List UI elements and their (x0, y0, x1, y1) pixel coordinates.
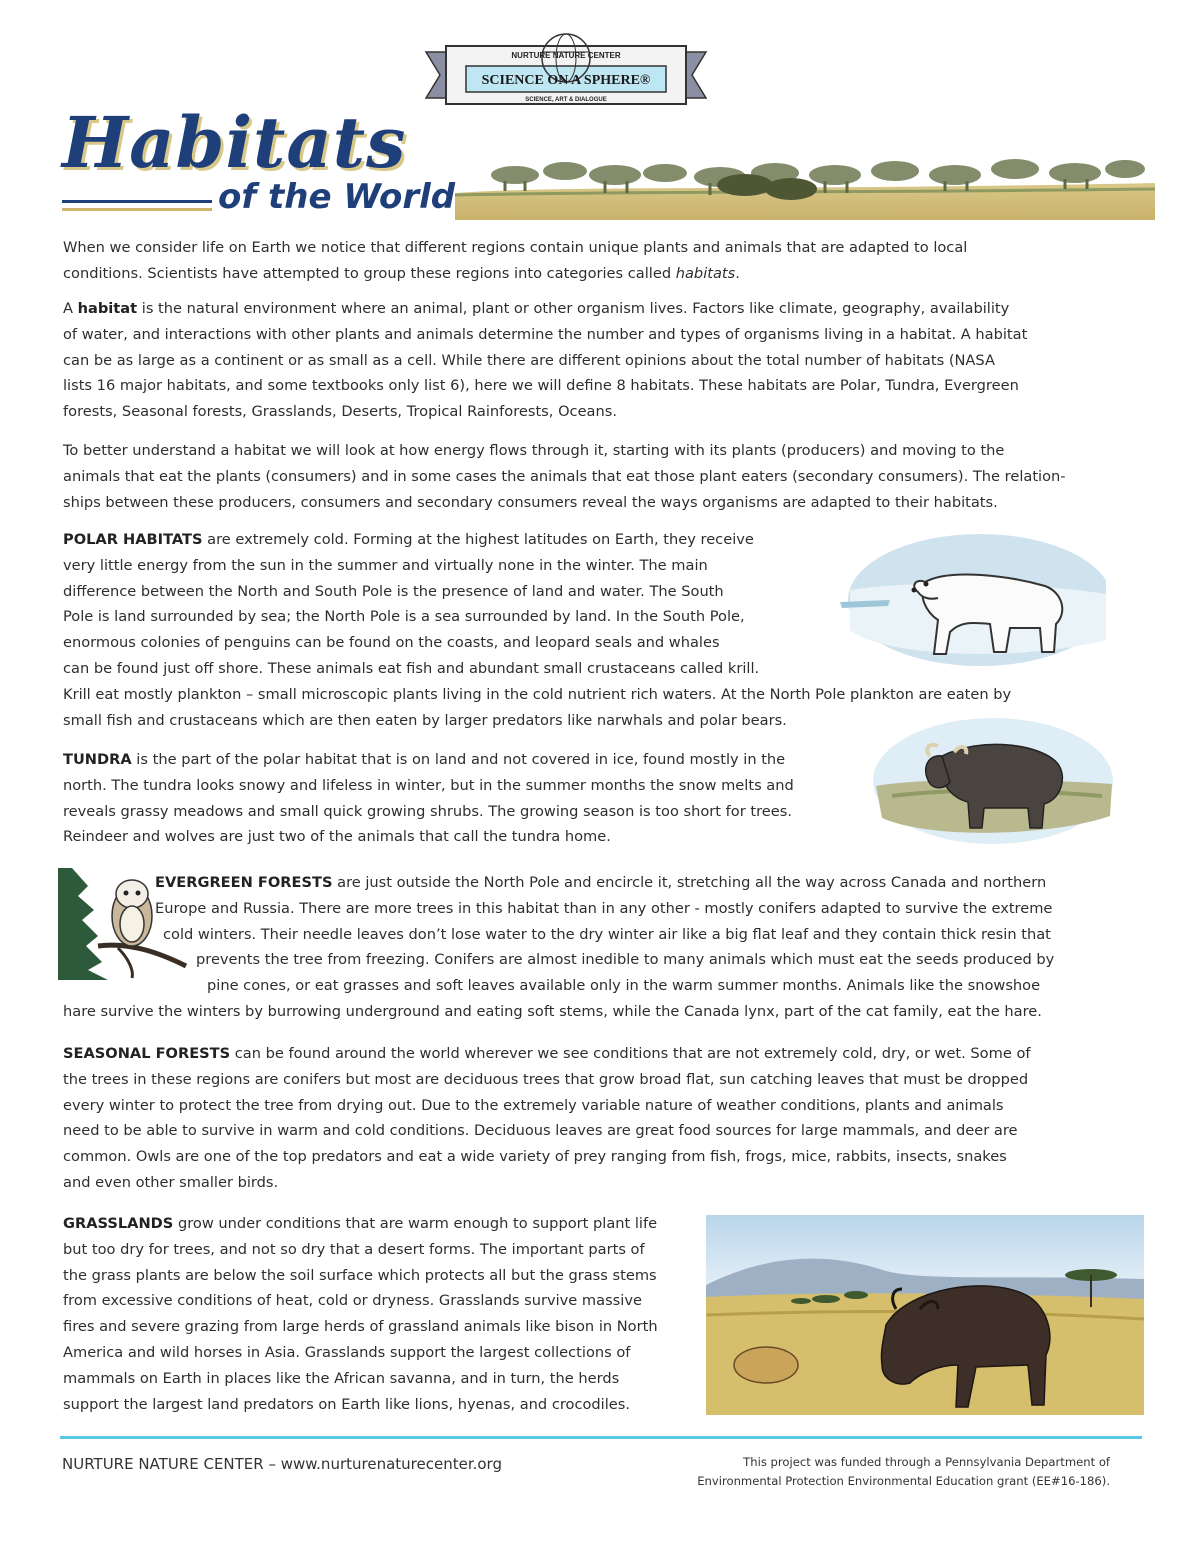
seasonal-line: need to be able to survive in warm and cold conditions. Deciduous leaves are great food sources for large mammals, and deer are (63, 1122, 1018, 1140)
polar-line: difference between the North and South Pole is the presence of land and water. The South (63, 582, 724, 600)
polar-line: Krill eat mostly plankton – small microscopic plants living in the cold nutrient rich waters. At the North Pole plankton are eaten by (63, 685, 1012, 703)
polar-line: small fish and crustaceans which are then eaten by larger predators like narwhals and polar bears. (63, 711, 787, 729)
tundra-line: is the part of the polar habitat that is on land and not covered in ice, found mostly in the (131, 751, 786, 768)
intro-paragraph (63, 235, 1123, 287)
title-rule-blue (62, 200, 212, 203)
habitat-term: habitat (77, 300, 138, 317)
habitat-line: lists 16 major habitats, and some textbooks only list 6), here we will define 8 habitats. These habitats are Polar, Tundra, Evergreen (63, 377, 1019, 395)
wildebeest-herd-illustration (455, 145, 1155, 220)
grass-term: GRASSLANDS (63, 1215, 174, 1232)
intro-line-wrap (63, 261, 1123, 287)
intro-line: conditions. Scientists have attempted to group these regions into categories called (63, 264, 676, 282)
habitat-definition-paragraph (63, 296, 1123, 425)
evergreen-paragraph (63, 870, 1123, 1025)
seasonal-line-wrap (63, 1041, 1123, 1067)
polar-bear-illustration (830, 520, 1106, 670)
science-on-a-sphere-logo (418, 30, 714, 122)
polar-line: very little energy from the sun in the summer and virtually none in the winter. The main (63, 556, 708, 574)
tundra-line: north. The tundra looks snowy and lifeless in winter, but in the summer months the snow melts and (63, 776, 794, 794)
funding-line: This project was funded through a Pennsylvania Department of (743, 1455, 1110, 1469)
energy-line: animals that eat the plants (consumers) and in some cases the animals that eat those plant eaters (secondary consumers). The relation- (63, 467, 1066, 485)
grass-line: fires and severe grazing from large herds of grassland animals like bison in North (63, 1318, 658, 1336)
seasonal-line: common. Owls are one of the top predators and eat a wide variety of prey ranging from fish, frogs, mice, rabbits, insects, snakes (63, 1148, 1007, 1166)
evergreen-line: pine cones, or eat grasses and soft leaves available only in the warm summer months. Animals like the snowshoe (207, 977, 1041, 995)
logo-org-text: NURTURE NATURE CENTER (511, 51, 621, 60)
funding-note (640, 1453, 1110, 1491)
evergreen-term: EVERGREEN FORESTS (155, 874, 333, 891)
seasonal-line: can be found around the world wherever we see conditions that are not extremely cold, dry, or wet. Some of (230, 1045, 1031, 1062)
grass-line: grow under conditions that are warm enough to support plant life (173, 1215, 658, 1232)
seasonal-paragraph (63, 1041, 1123, 1196)
energy-flow-paragraph (63, 438, 1123, 515)
logo-program-text: SCIENCE ON A SPHERE® (481, 73, 651, 88)
intro-line: When we consider life on Earth we notice that different regions contain unique plants and animals that are adapted to local (63, 239, 968, 256)
evergreen-line: prevents the tree from freezing. Conifers are almost inedible to many animals which must eat the seeds produced by (196, 951, 1055, 969)
polar-line: enormous colonies of penguins can be found on the coasts, and leopard seals and whales (63, 634, 720, 652)
grass-line: from excessive conditions of heat, cold or dryness. Grasslands survive massive (63, 1292, 642, 1310)
grass-line: the grass plants are below the soil surface which protects all but the grass stems (63, 1266, 657, 1284)
title-rule-gold (62, 208, 212, 211)
evergreen-line: cold winters. Their needle leaves don’t lose water to the dry winter air like a big flat leaf and they contain thick resin that (163, 925, 1051, 943)
footer-rule (60, 1436, 1142, 1439)
habitat-lead: A (63, 300, 78, 317)
polar-term: POLAR HABITATS (63, 531, 203, 548)
grass-line: America and wild horses in Asia. Grasslands support the largest collections of (63, 1343, 631, 1361)
intro-end: . (735, 264, 740, 282)
musk-ox-illustration (872, 716, 1114, 846)
tundra-line: Reindeer and wolves are just two of the animals that call the tundra home. (63, 828, 611, 846)
grass-line: but too dry for trees, and not so dry that a desert forms. The important parts of (63, 1240, 645, 1258)
polar-line: Pole is land surrounded by sea; the North Pole is a sea surrounded by land. In the South Pole, (63, 608, 745, 626)
funding-line: Environmental Protection Environmental Education grant (EE#16-186). (697, 1474, 1110, 1488)
polar-line: are extremely cold. Forming at the highest latitudes on Earth, they receive (202, 531, 754, 548)
tundra-term: TUNDRA (63, 751, 132, 768)
grass-line: mammals on Earth in places like the African savanna, and in turn, the herds (63, 1369, 620, 1387)
habitat-line: can be as large as a continent or as small as a cell. While there are different opinions about the total number of habitats (NASA (63, 351, 995, 369)
habitat-line: of water, and interactions with other plants and animals determine the number and types of organisms living in a habitat. A habitat (63, 325, 1028, 343)
energy-line: To better understand a habitat we will look at how energy flows through it, starting with its plants (producers) and moving to the (63, 442, 1005, 459)
grass-line: support the largest land predators on Earth like lions, hyenas, and crocodiles. (63, 1395, 631, 1413)
habitat-line-wrap (63, 296, 1123, 322)
evergreen-line: Europe and Russia. There are more trees in this habitat than in any other - mostly conifers adapted to survive the extreme (155, 899, 1053, 917)
seasonal-line: the trees in these regions are conifers but most are deciduous trees that grow broad flat, sun catching leaves that must be dropped (63, 1070, 1029, 1088)
tundra-line: reveals grassy meadows and small quick growing shrubs. The growing season is too short for trees. (63, 802, 792, 820)
evergreen-line: hare survive the winters by burrowing underground and eating soft stems, while the Canada lynx, part of the cat family, eat the hare. (63, 1002, 1042, 1020)
evergreen-line: are just outside the North Pole and encircle it, stretching all the way across Canada and northern (332, 874, 1047, 891)
logo-tagline-text: SCIENCE, ART & DIALOGUE (525, 97, 607, 103)
seasonal-term: SEASONAL FORESTS (63, 1045, 231, 1062)
page-title: Habitats (62, 101, 407, 184)
seasonal-line: every winter to protect the tree from drying out. Due to the extremely variable nature of weather conditions, plants and animals (63, 1096, 1004, 1114)
evergreen-line-wrap (63, 870, 1123, 896)
wildebeest-savanna-illustration (706, 1215, 1144, 1415)
page-subtitle: of the World (218, 177, 456, 217)
habitat-line: is the natural environment where an animal, plant or other organism lives. Factors like climate, geography, availability (137, 300, 1010, 317)
seasonal-line: and even other smaller birds. (63, 1173, 279, 1191)
polar-line: can be found just off shore. These animals eat fish and abundant small crustaceans called krill. (63, 659, 760, 677)
footer-organization: NURTURE NATURE CENTER – www.nurturenaturecenter.org (62, 1455, 502, 1473)
habitat-line: forests, Seasonal forests, Grasslands, Deserts, Tropical Rainforests, Oceans. (63, 403, 617, 421)
energy-line: ships between these producers, consumers and secondary consumers reveal the ways organisms are adapted to their habitats. (63, 493, 998, 511)
habitats-emphasis: habitats (675, 264, 736, 282)
